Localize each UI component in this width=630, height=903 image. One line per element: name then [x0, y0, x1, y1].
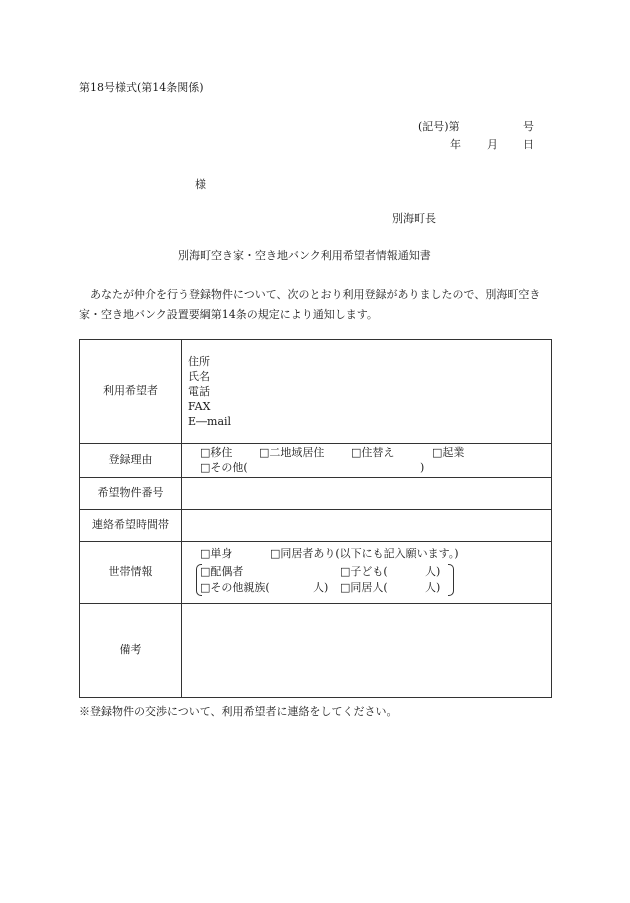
table-row-contact-time	[80, 510, 552, 542]
table-row-applicant	[80, 340, 552, 444]
household-children[interactable]: □子ども(	[340, 564, 388, 578]
email-field-label: E―mail	[188, 415, 232, 428]
applicant-info-table	[79, 339, 552, 698]
date-year: 年	[450, 138, 461, 151]
household-spouse[interactable]: □配偶者	[200, 564, 244, 578]
reason-option-dual-residence[interactable]: □二地域居住	[259, 445, 325, 459]
reason-other-close: )	[420, 460, 425, 474]
form-number: 第18号様式(第14条関係)	[79, 81, 204, 94]
household-cohabit[interactable]: □同居者あり(以下にも記入願います。)	[270, 546, 459, 560]
notification-body: あなたが仲介を行う登録物件について、次のとおり利用登録がありましたので、別海町空き家・空き地バンク設置要綱第14条の規定により通知します。	[79, 288, 541, 321]
household-cohabitants[interactable]: □同居人(	[340, 580, 388, 594]
fax-field-label: FAX	[188, 400, 211, 413]
phone-field-label: 電話	[188, 385, 210, 398]
reason-option-relocation[interactable]: □移住	[200, 445, 233, 459]
household-relatives[interactable]: □その他親族(	[200, 580, 270, 594]
applicant-label: 利用希望者	[80, 340, 182, 444]
date-day: 日	[523, 138, 534, 151]
household-relatives-close: 人)	[313, 580, 329, 594]
remarks-field[interactable]	[182, 604, 552, 698]
property-number-field[interactable]	[182, 478, 552, 510]
property-number-label: 希望物件番号	[80, 478, 182, 510]
reason-option-startup[interactable]: □起業	[432, 445, 465, 459]
applicant-fields	[182, 340, 552, 444]
household-label: 世帯情報	[80, 542, 182, 604]
document-title: 別海町空き家・空き地バンク利用希望者情報通知書	[178, 249, 431, 262]
table-row-reason	[80, 444, 552, 478]
date-month: 月	[487, 138, 498, 151]
table-row-property	[80, 478, 552, 510]
household-single[interactable]: □単身	[200, 546, 233, 560]
footnote: ※登録物件の交渉について、利用希望者に連絡をしてください。	[79, 705, 398, 718]
address-field-label: 住所	[188, 355, 210, 368]
issuer-name: 別海町長	[392, 212, 436, 225]
contact-time-label: 連絡希望時間帯	[80, 510, 182, 542]
recipient-honorific: 様	[195, 178, 206, 191]
reason-option-move[interactable]: □住替え	[351, 445, 395, 459]
name-field-label: 氏名	[188, 370, 210, 383]
table-row-remarks	[80, 604, 552, 698]
household-cohabitants-close: 人)	[425, 580, 441, 594]
table-row-household	[80, 542, 552, 604]
remarks-label: 備考	[80, 604, 182, 698]
right-bracket	[448, 564, 454, 596]
reason-option-other[interactable]: □その他(	[200, 460, 248, 474]
reason-label: 登録理由	[80, 444, 182, 478]
reason-options	[182, 444, 552, 478]
contact-time-field[interactable]	[182, 510, 552, 542]
reference-suffix: 号	[523, 120, 534, 133]
household-children-close: 人)	[425, 564, 441, 578]
reference-prefix: (記号)第	[418, 120, 460, 133]
household-options	[182, 542, 552, 604]
